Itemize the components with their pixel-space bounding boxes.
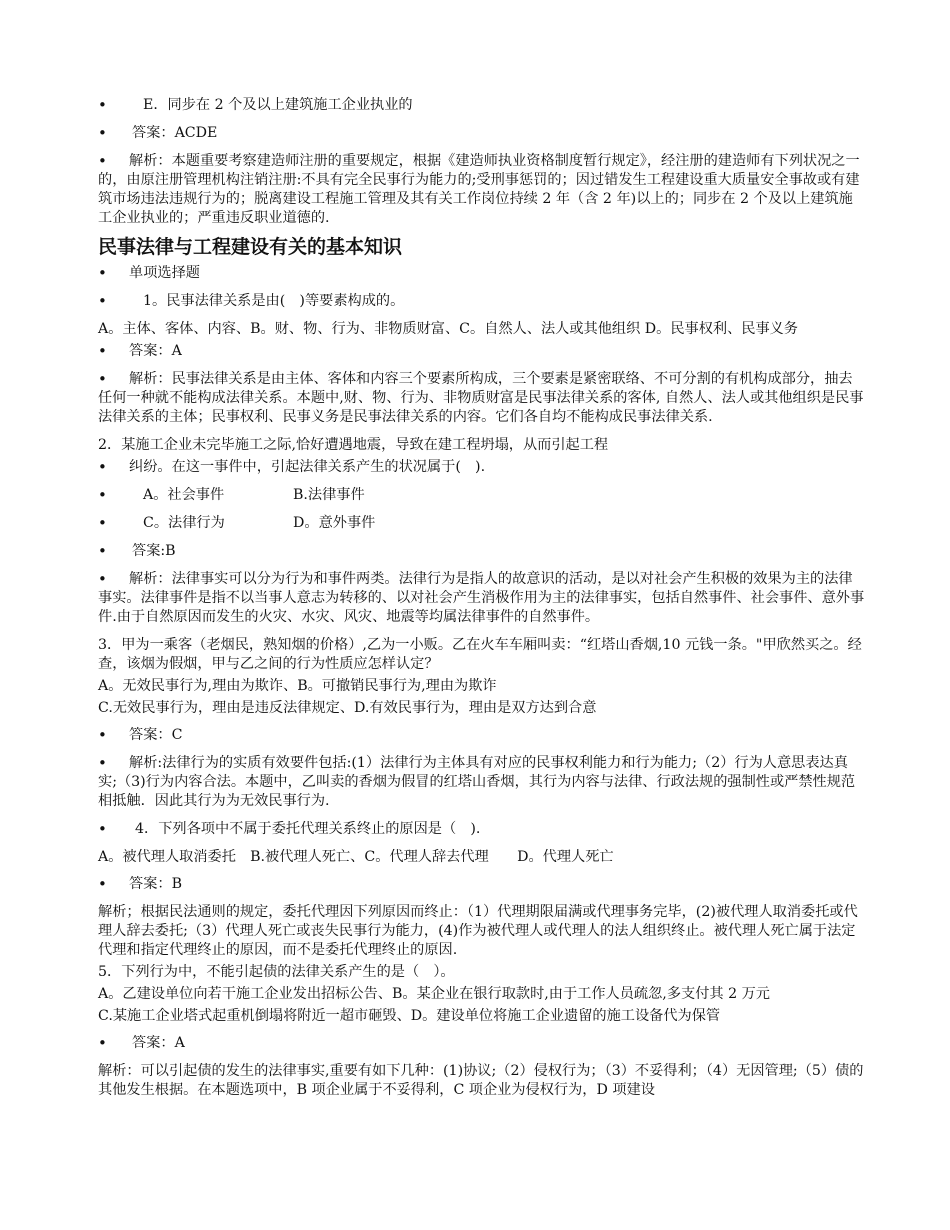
- bullet-paragraph: • 解析：法律事实可以分为行为和事件两类。法律行为是指人的故意识的活动，是以对社会产生积极的效果为主的法律事实。法律事件是指不以当事人意志为转移的、以对社会产生消极作用为主的法律事实，包括自然事件、社会事件、意外事件.由于自然原因而发生的火灾、水灾、风灾、地震等均属法律事件的自然事件。: [98, 570, 866, 627]
- paragraph: 5．下列行为中，不能引起债的法律关系产生的是（ ）。: [98, 964, 455, 980]
- bullet-item: [98, 486, 866, 505]
- document-page: [98, 96, 866, 1103]
- bullet-paragraph: • 解析：民事法律关系是由主体、客体和内容三个要素所构成，三个要素是紧密联络、不可分割的有机构成部分，抽去任何一种就不能构成法律关系。本题中,财、物、行为、非物质财富是民事法律关系的客体, 自然人、法人或其他组织是民事法律关系的主体；民事权利、民事义务是民事法律关系的内容。它们各自均不能构成民事法律关系.: [98, 370, 866, 427]
- bullet-item: • 单项选择题: [98, 264, 866, 283]
- bullet-item: • 答案：A: [98, 342, 866, 361]
- bullet-item: • 1。民事法律关系是由( )等要素构成的。: [98, 292, 866, 311]
- option-text: C。法律行为: [143, 515, 225, 531]
- bullet-item: • 答案：A: [98, 1034, 866, 1053]
- bullet-item: • 纠纷。在这一事件中，引起法律关系产生的状况属于( ).: [98, 458, 866, 477]
- section-heading: 民事法律与工程建设有关的基本知识: [98, 236, 403, 258]
- paragraph: 解析：可以引起债的发生的法律事实,重要有如下几种：(1)协议;（2）侵权行为；（3）不妥得利；（4）无因管理;（5）债的其他发生根据。在本题选项中，B 项企业属于不妥得利，C 项企业为侵权行为，D 项建设: [98, 1063, 864, 1098]
- option-text: D。意外事件: [293, 515, 376, 531]
- paragraph: 3．甲为一乘客（老烟民，熟知烟的价格）,乙为一小贩。乙在火车车厢叫卖：“红塔山香烟,10 元钱一条。"甲欣然买之。经查，该烟为假烟，甲与乙之间的行为性质应怎样认定？: [98, 637, 862, 672]
- paragraph: A。被代理人取消委托 B.被代理人死亡、C。代理人辞去代理 D。代理人死亡: [98, 849, 614, 865]
- paragraph: A。无效民事行为,理由为欺诈、B。可撤销民事行为,理由为欺诈: [98, 678, 497, 694]
- paragraph: A。乙建设单位向若干施工企业发出招标公告、B。某企业在银行取款时,由于工作人员疏忽,多支付其 2 万元: [98, 986, 770, 1002]
- bullet-item: • 答案：C: [98, 726, 866, 745]
- bullet-paragraph: • 解析:法律行为的实质有效要件包括:(1）法律行为主体具有对应的民事权利能力和行为能力;（2）行为人意思表达真实;（3)行为内容合法。本题中，乙叫卖的香烟为假冒的红塔山香烟，其行为内容与法律、行政法规的强制性或严禁性规范相抵触．因此其行为为无效民事行为.: [98, 754, 866, 811]
- bullet-item: • 4．下列各项中不属于委托代理关系终止的原因是（ ).: [98, 820, 866, 839]
- bullet-item: • E．同步在 2 个及以上建筑施工企业执业的: [98, 96, 866, 115]
- option-text: B.法律事件: [293, 487, 365, 503]
- paragraph: C.某施工企业塔式起重机倒塌将附近一超市砸毁、D。建设单位将施工企业遗留的施工设备代为保管: [98, 1008, 721, 1024]
- bullet-item: • 答案：B: [98, 875, 866, 894]
- bullet-item: [98, 514, 866, 533]
- paragraph: A。主体、客体、内容、B。财、物、行为、非物质财富、C。自然人、法人或其他组织 D。民事权利、民事义务: [98, 321, 799, 337]
- paragraph: 2．某施工企业未完毕施工之际,恰好遭遇地震，导致在建工程坍塌，从而引起工程: [98, 437, 609, 453]
- paragraph: C.无效民事行为，理由是违反法律规定、D.有效民事行为，理由是双方达到合意: [98, 700, 597, 716]
- bullet-item: • 答案:B: [98, 542, 866, 561]
- option-text: A。社会事件: [143, 487, 225, 503]
- paragraph: 解析；根据民法通则的规定，委托代理因下列原因而终止：（1）代理期限届满或代理事务完毕，(2)被代理人取消委托或代理人辞去委托;（3）代理人死亡或丧失民事行为能力，(4)作为被代理人或代理人的法人组织终止。被代理人死亡属于法定代理和指定代理终止的原因，而不是委托代理终止的原因.: [98, 904, 858, 958]
- bullet-paragraph: • 解析：本题重要考察建造师注册的重要规定，根据《建造师执业资格制度暂行规定》，经注册的建造师有下列状况之一的，由原注册管理机构注销注册:不具有完全民事行为能力的;受刑事惩罚的；因过错发生工程建设重大质量安全事故或有建筑市场违法违规行为的；脱离建设工程施工管理及其有关工作岗位持续 2 年（含 2 年)以上的；同步在 2 个及以上建筑施工企业执业的；严重违反职业道德的.: [98, 152, 866, 228]
- bullet-item: • 答案：ACDE: [98, 124, 866, 143]
